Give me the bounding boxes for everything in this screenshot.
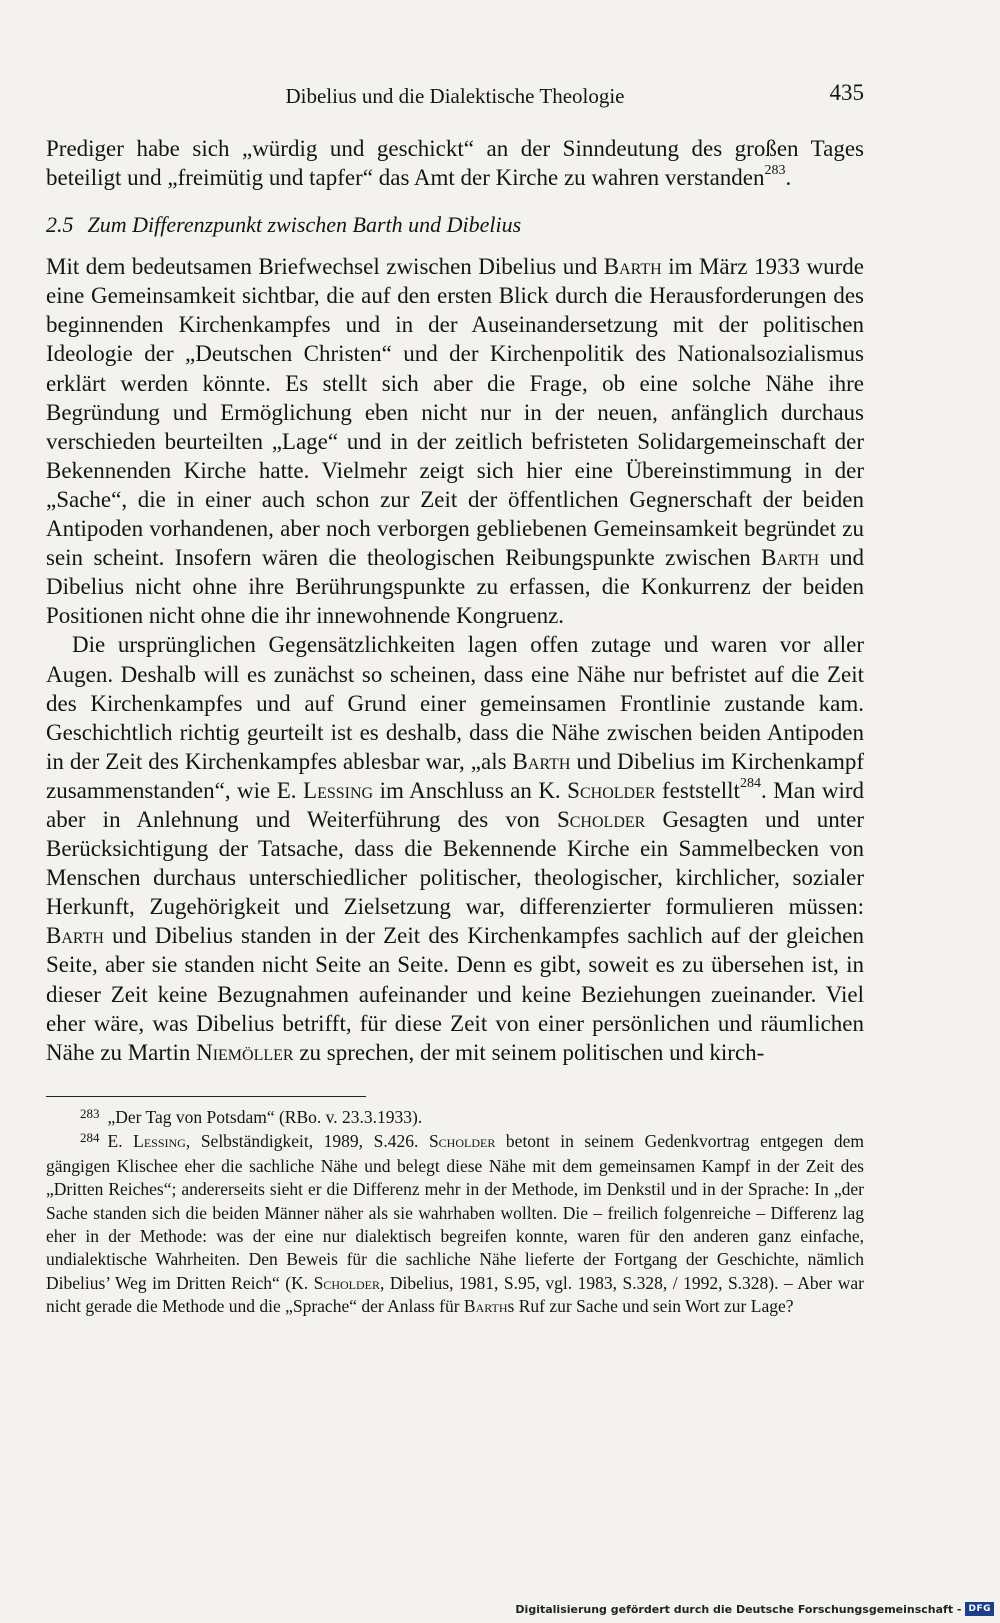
paragraph-1: Mit dem bedeutsamen Briefwechsel zwischen Dibelius und Barth im März 1933 wurde eine Gemeinsamkeit sichtbar, die auf den ersten Blick durch die Herausforderungen des beginnenden Kirchenkampfes und in der Auseinandersetzung mit der politischen Ideologie der „Deutschen Christen“ und der Kirchenpolitik des Nationalsozialismus erklärt werden könnte. Es stellt sich aber die Frage, ob eine solche Nähe ihre Begründung und Ermöglichung eben nicht nur in der neuen, anfänglich durchaus verschieden beurteilten „Lage“ und in der zeitlich befristeten Solidargemeinschaft der Bekennenden Kirche hatte. Vielmehr zeigt sich hier eine Übereinstimmung in der „Sache“, die in einer auch schon zur Zeit der öffentlichen Gegnerschaft der beiden Antipoden vorhandenen, aber noch verborgen gebliebenen Gemeinsamkeit begründet zu sein scheint. Insofern wären die theologischen Reibungspunkte zwischen Barth und Dibelius nicht ohne ihre Berührungspunkte zu erfassen, die Konkurrenz der beiden Positionen nicht ohne die ihr innewohnende Kongruenz. (46, 254, 864, 629)
paragraph-2: Die ursprünglichen Gegensätzlichkeiten lagen offen zutage und waren vor aller Augen. Deshalb will es zunächst so scheinen, dass eine Nähe nur befristet auf die Zeit des Kirchenkampfes und auf Grund einer gemeinsamen Frontlinie zustande kam. Geschichtlich richtig geurteilt ist es deshalb, dass die Nähe zwischen beiden Antipoden in der Zeit des Kirchenkampfes ablesbar war, „als Barth und Dibelius im Kirchenkampf zusammenstanden“, wie E. Lessing im Anschluss an K. Scholder feststellt$^{284}$. Man wird aber in Anlehnung und Weiterführung des von Scholder Gesagten und unter Berücksichtigung der Tatsache, dass die Bekennende Kirche ein Sammelbecken von Menschen durchaus unterschiedlicher politischer, theologischer, kirchlicher, sozialer Herkunft, Zugehörigkeit und Zielsetzung war, differenzierter formulieren müssen: Barth und Dibelius standen in der Zeit des Kirchenkampfes sachlich auf der gleichen Seite, aber sie standen nicht Seite an Seite. Denn es gibt, soweit es zu übersehen ist, in dieser Zeit keine Bezugnahmen aufeinander und keine Beziehungen zueinander. Viel eher wäre, was Dibelius betrifft, für diese Zeit von einer persönlichen und räumlichen Nähe zu Martin Niemöller zu sprechen, der mit seinem politischen und kirch- (46, 632, 864, 1065)
footnote-ref-283: 283 (764, 163, 786, 179)
author-name: Lessing (133, 1131, 186, 1152)
author-name: Barth (463, 1296, 508, 1317)
running-head (46, 80, 864, 114)
page-number: 435 (829, 80, 864, 105)
author-name: Scholder (567, 777, 656, 803)
author-name: Barth (761, 545, 820, 571)
credit-text: Digitalisierung gefördert durch die Deutsche Forschungsgemeinschaft - (515, 1602, 962, 1616)
author-name: Niemöller (196, 1039, 294, 1065)
author-name: Scholder (313, 1272, 380, 1293)
footnotes (46, 1106, 864, 1319)
running-head-title: Dibelius und die Dialektische Theologie (285, 84, 625, 108)
author-name: Barth (512, 748, 571, 774)
main-text (46, 134, 864, 1067)
author-name: Barth (603, 254, 662, 280)
section-heading (46, 210, 864, 240)
footnote-number: 284 (80, 1130, 100, 1146)
footnote-number: 283 (80, 1106, 100, 1121)
digitization-credit (515, 1601, 994, 1617)
dfg-logo: DFG (965, 1602, 994, 1616)
section-title: Zum Differenzpunkt zwischen Barth und Dibelius (87, 212, 522, 238)
author-name: Scholder (556, 806, 646, 832)
author-name: Barth (46, 923, 104, 949)
author-name: Lessing (303, 777, 374, 803)
author-name: Scholder (428, 1131, 496, 1152)
footnote-283: $^{283}$ „Der Tag von Potsdam“ (RBo. v. 23.3.1933). (80, 1106, 423, 1127)
footnote-ref-284: 284 (739, 776, 761, 792)
footnote-divider (46, 1096, 366, 1097)
paragraph-continuation: Prediger habe sich „würdig und geschickt“ an der Sinndeutung des großen Tages beteiligt und „freimütig und tapfer“ das Amt der Kirche zu wahren verstanden$^{283}$. (46, 136, 864, 191)
section-number: 2.5 (46, 212, 74, 238)
footnote-284: $^{284}$ E. Lessing, Selbständigkeit, 1989, S.426. Scholder betont in seinem Gedenkvortrag entgegen dem gängigen Klischee eher die sachliche Nähe und belegt diese Nähe mit dem gemeinsamen Kampf in der Zeit des „Dritten Reiches“; andererseits sieht er die Differenz mehr in der Methode, im Denkstil und in der Sprache: In „der Sache standen sich die beiden Männer näher als sie wahrhaben wollten. Die – freilich folgenreiche – Differenz lag eher in der Methode: was der eine nur dialektisch begreifen konnte, waren für den anderen ganz einfache, undialektische Wahrheiten. Den Beweis für die sachliche Nähe lieferte der Fortgang der Geschichte, nämlich Dibelius’ Weg im Dritten Reich“ (K. Scholder, Dibelius, 1981, S.95, vgl. 1983, S.328, / 1992, S.328). – Aber war nicht gerade die Methode und die „Sprache“ der Anlass für Barths Ruf zur Sache und sein Wort zur Lage? (46, 1130, 864, 1317)
